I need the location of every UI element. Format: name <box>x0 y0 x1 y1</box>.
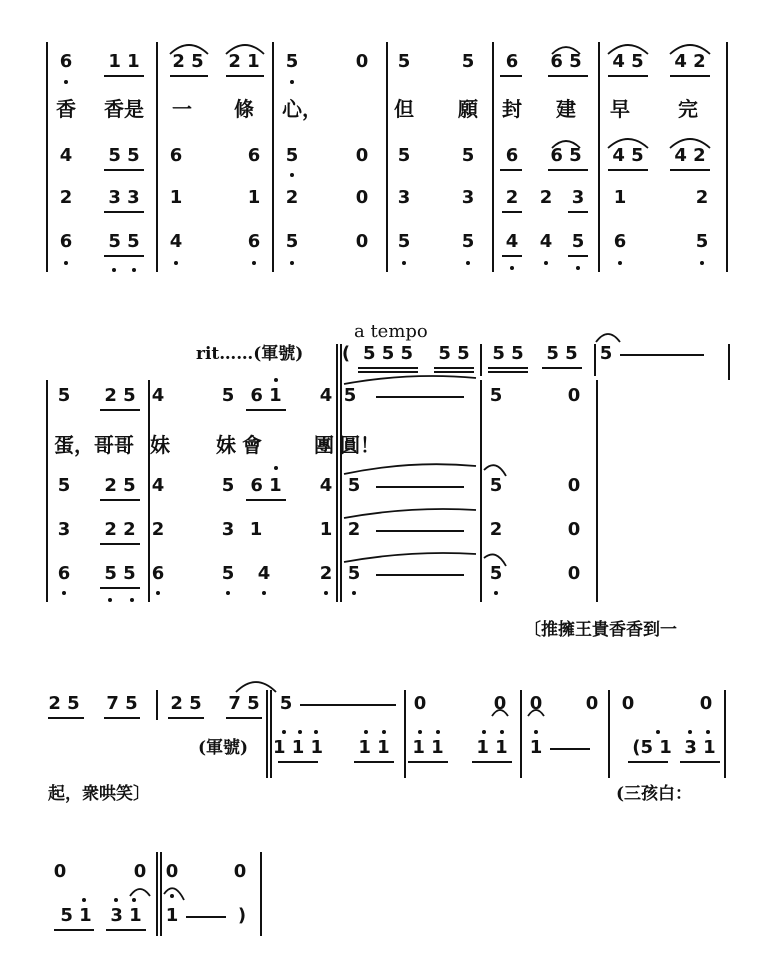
note: 1 <box>169 187 183 208</box>
note: 0 <box>567 475 581 496</box>
note: 7 5 <box>106 693 138 714</box>
note: 5 <box>695 231 709 252</box>
note: 4 <box>151 385 165 406</box>
note: 2 <box>151 519 165 540</box>
note: 6 <box>613 231 627 252</box>
lyric: 妹 <box>216 433 236 457</box>
note: 6 5 <box>550 145 582 166</box>
note: 3 <box>397 187 411 208</box>
note: 5 <box>461 51 475 72</box>
note: 0 <box>233 861 247 882</box>
bugle-note: 5 5 <box>546 343 578 364</box>
bugle-note: 3 1 <box>684 737 716 758</box>
note: 4 <box>505 231 519 252</box>
stage-direction: 起，衆哄笑〕 <box>48 784 150 804</box>
speaker-direction: (三孩白： <box>616 784 693 804</box>
note: 1 <box>319 519 333 540</box>
note: 0 <box>355 187 369 208</box>
note: 0 <box>699 693 713 714</box>
bugle-note: (5 1 <box>632 737 672 758</box>
note: 3 3 <box>108 187 140 208</box>
note: 5 <box>57 385 71 406</box>
note: 2 5 <box>104 475 136 496</box>
note: 4 5 <box>612 51 644 72</box>
lyric: 願 <box>458 97 478 121</box>
note: 5 <box>221 475 235 496</box>
note: 2 5 <box>48 693 80 714</box>
bugle-note: 1 <box>165 905 179 926</box>
note: 2 <box>285 187 299 208</box>
note: 5 <box>57 475 71 496</box>
note: 4 5 <box>612 145 644 166</box>
note: 0 <box>355 51 369 72</box>
note: 2 <box>347 519 361 540</box>
note: 0 <box>53 861 67 882</box>
note: 4 <box>319 475 333 496</box>
note: 2 <box>505 187 519 208</box>
note: 0 <box>529 693 543 714</box>
note: 0 <box>567 563 581 584</box>
note: 0 <box>567 519 581 540</box>
note: 5 <box>489 475 503 496</box>
bugle-note: 5 5 <box>492 343 524 364</box>
lyric: 早 <box>610 97 630 121</box>
note: 0 <box>621 693 635 714</box>
bugle-note: 1 1 <box>358 737 390 758</box>
lyric: 蛋，哥哥 <box>54 433 134 457</box>
note: 4 <box>319 385 333 406</box>
bugle-note: 5 5 <box>438 343 470 364</box>
note: 5 <box>285 51 299 72</box>
note: 5 5 <box>108 145 140 166</box>
note: 4 2 <box>674 145 706 166</box>
note: 5 <box>285 145 299 166</box>
bugle-note: 5 5 5 <box>362 343 414 364</box>
note: 2 <box>539 187 553 208</box>
note: 6 <box>151 563 165 584</box>
lyric: 會 <box>242 433 262 457</box>
note: 1 <box>613 187 627 208</box>
bugle-bracket: ( <box>341 343 351 364</box>
note: 2 5 <box>104 385 136 406</box>
note: 0 <box>355 231 369 252</box>
note: 1 <box>249 519 263 540</box>
note: 5 <box>397 51 411 72</box>
lyric: 一 <box>172 97 192 121</box>
note: 3 <box>221 519 235 540</box>
note: 5 5 <box>104 563 136 584</box>
bugle-note: 1 <box>529 737 543 758</box>
note: 0 <box>585 693 599 714</box>
note: 5 <box>279 693 293 714</box>
note: 6 1 <box>250 475 282 496</box>
lyric: 圓！ <box>340 433 380 457</box>
stage-direction: 〔推擁王貴香香到一 <box>524 620 677 640</box>
note: 6 <box>59 51 73 72</box>
note: 4 <box>59 145 73 166</box>
note: 6 1 <box>250 385 282 406</box>
lyric: 建 <box>556 97 576 121</box>
lyric: 完 <box>678 97 698 121</box>
note: 4 2 <box>674 51 706 72</box>
note: 0 <box>355 145 369 166</box>
note: 6 <box>59 231 73 252</box>
lyric: 條 <box>234 97 254 121</box>
note: 0 <box>413 693 427 714</box>
bugle-bracket: ) <box>237 905 247 926</box>
note: 2 <box>695 187 709 208</box>
note: 0 <box>165 861 179 882</box>
note: 5 <box>221 385 235 406</box>
note: 4 <box>539 231 553 252</box>
bugle-label: (軍號) <box>198 738 249 758</box>
note: 6 <box>169 145 183 166</box>
note: 4 <box>169 231 183 252</box>
note: 5 <box>343 385 357 406</box>
note: 1 1 <box>108 51 140 72</box>
note: 2 1 <box>228 51 260 72</box>
bugle-note: 1 1 1 <box>272 737 324 758</box>
note: 2 <box>489 519 503 540</box>
note: 2 2 <box>104 519 136 540</box>
note: 6 <box>247 145 261 166</box>
note: 6 5 <box>550 51 582 72</box>
note: 5 <box>285 231 299 252</box>
note: 5 <box>347 475 361 496</box>
note: 2 <box>319 563 333 584</box>
lyric: 香是 <box>104 97 144 121</box>
bugle-note: 5 <box>599 343 613 364</box>
note: 5 <box>461 145 475 166</box>
note: 0 <box>567 385 581 406</box>
note: 0 <box>133 861 147 882</box>
lyric: 封 <box>502 97 522 121</box>
lyric: 但 <box>394 97 414 121</box>
note: 2 5 <box>172 51 204 72</box>
note: 1 <box>247 187 261 208</box>
note: 5 <box>347 563 361 584</box>
lyric: 團 <box>314 433 334 457</box>
note: 3 <box>571 187 585 208</box>
note: 5 <box>489 563 503 584</box>
lyric: 香 <box>56 97 76 121</box>
bugle-note: 3 1 <box>110 905 142 926</box>
note: 7 5 <box>228 693 260 714</box>
bugle-note: 1 1 <box>476 737 508 758</box>
note: 5 <box>461 231 475 252</box>
bugle-note: 5 1 <box>60 905 92 926</box>
note: 6 <box>505 145 519 166</box>
note: 2 5 <box>170 693 202 714</box>
note: 5 <box>489 385 503 406</box>
note: 6 <box>247 231 261 252</box>
bugle-note: 1 1 <box>412 737 444 758</box>
note: 5 <box>397 231 411 252</box>
rit-instruction: rit……(軍號) <box>196 344 304 364</box>
note: 5 <box>571 231 585 252</box>
note: 3 <box>461 187 475 208</box>
lyric: 妹 <box>150 433 170 457</box>
note: 4 <box>151 475 165 496</box>
note: 2 <box>59 187 73 208</box>
note: 5 5 <box>108 231 140 252</box>
note: 5 <box>221 563 235 584</box>
note: 5 <box>397 145 411 166</box>
note: 3 <box>57 519 71 540</box>
note: 6 <box>505 51 519 72</box>
tempo-marking: a tempo <box>354 321 428 342</box>
note: 4 <box>257 563 271 584</box>
note: 6 <box>57 563 71 584</box>
lyric: 心， <box>282 97 322 121</box>
note: 0 <box>493 693 507 714</box>
